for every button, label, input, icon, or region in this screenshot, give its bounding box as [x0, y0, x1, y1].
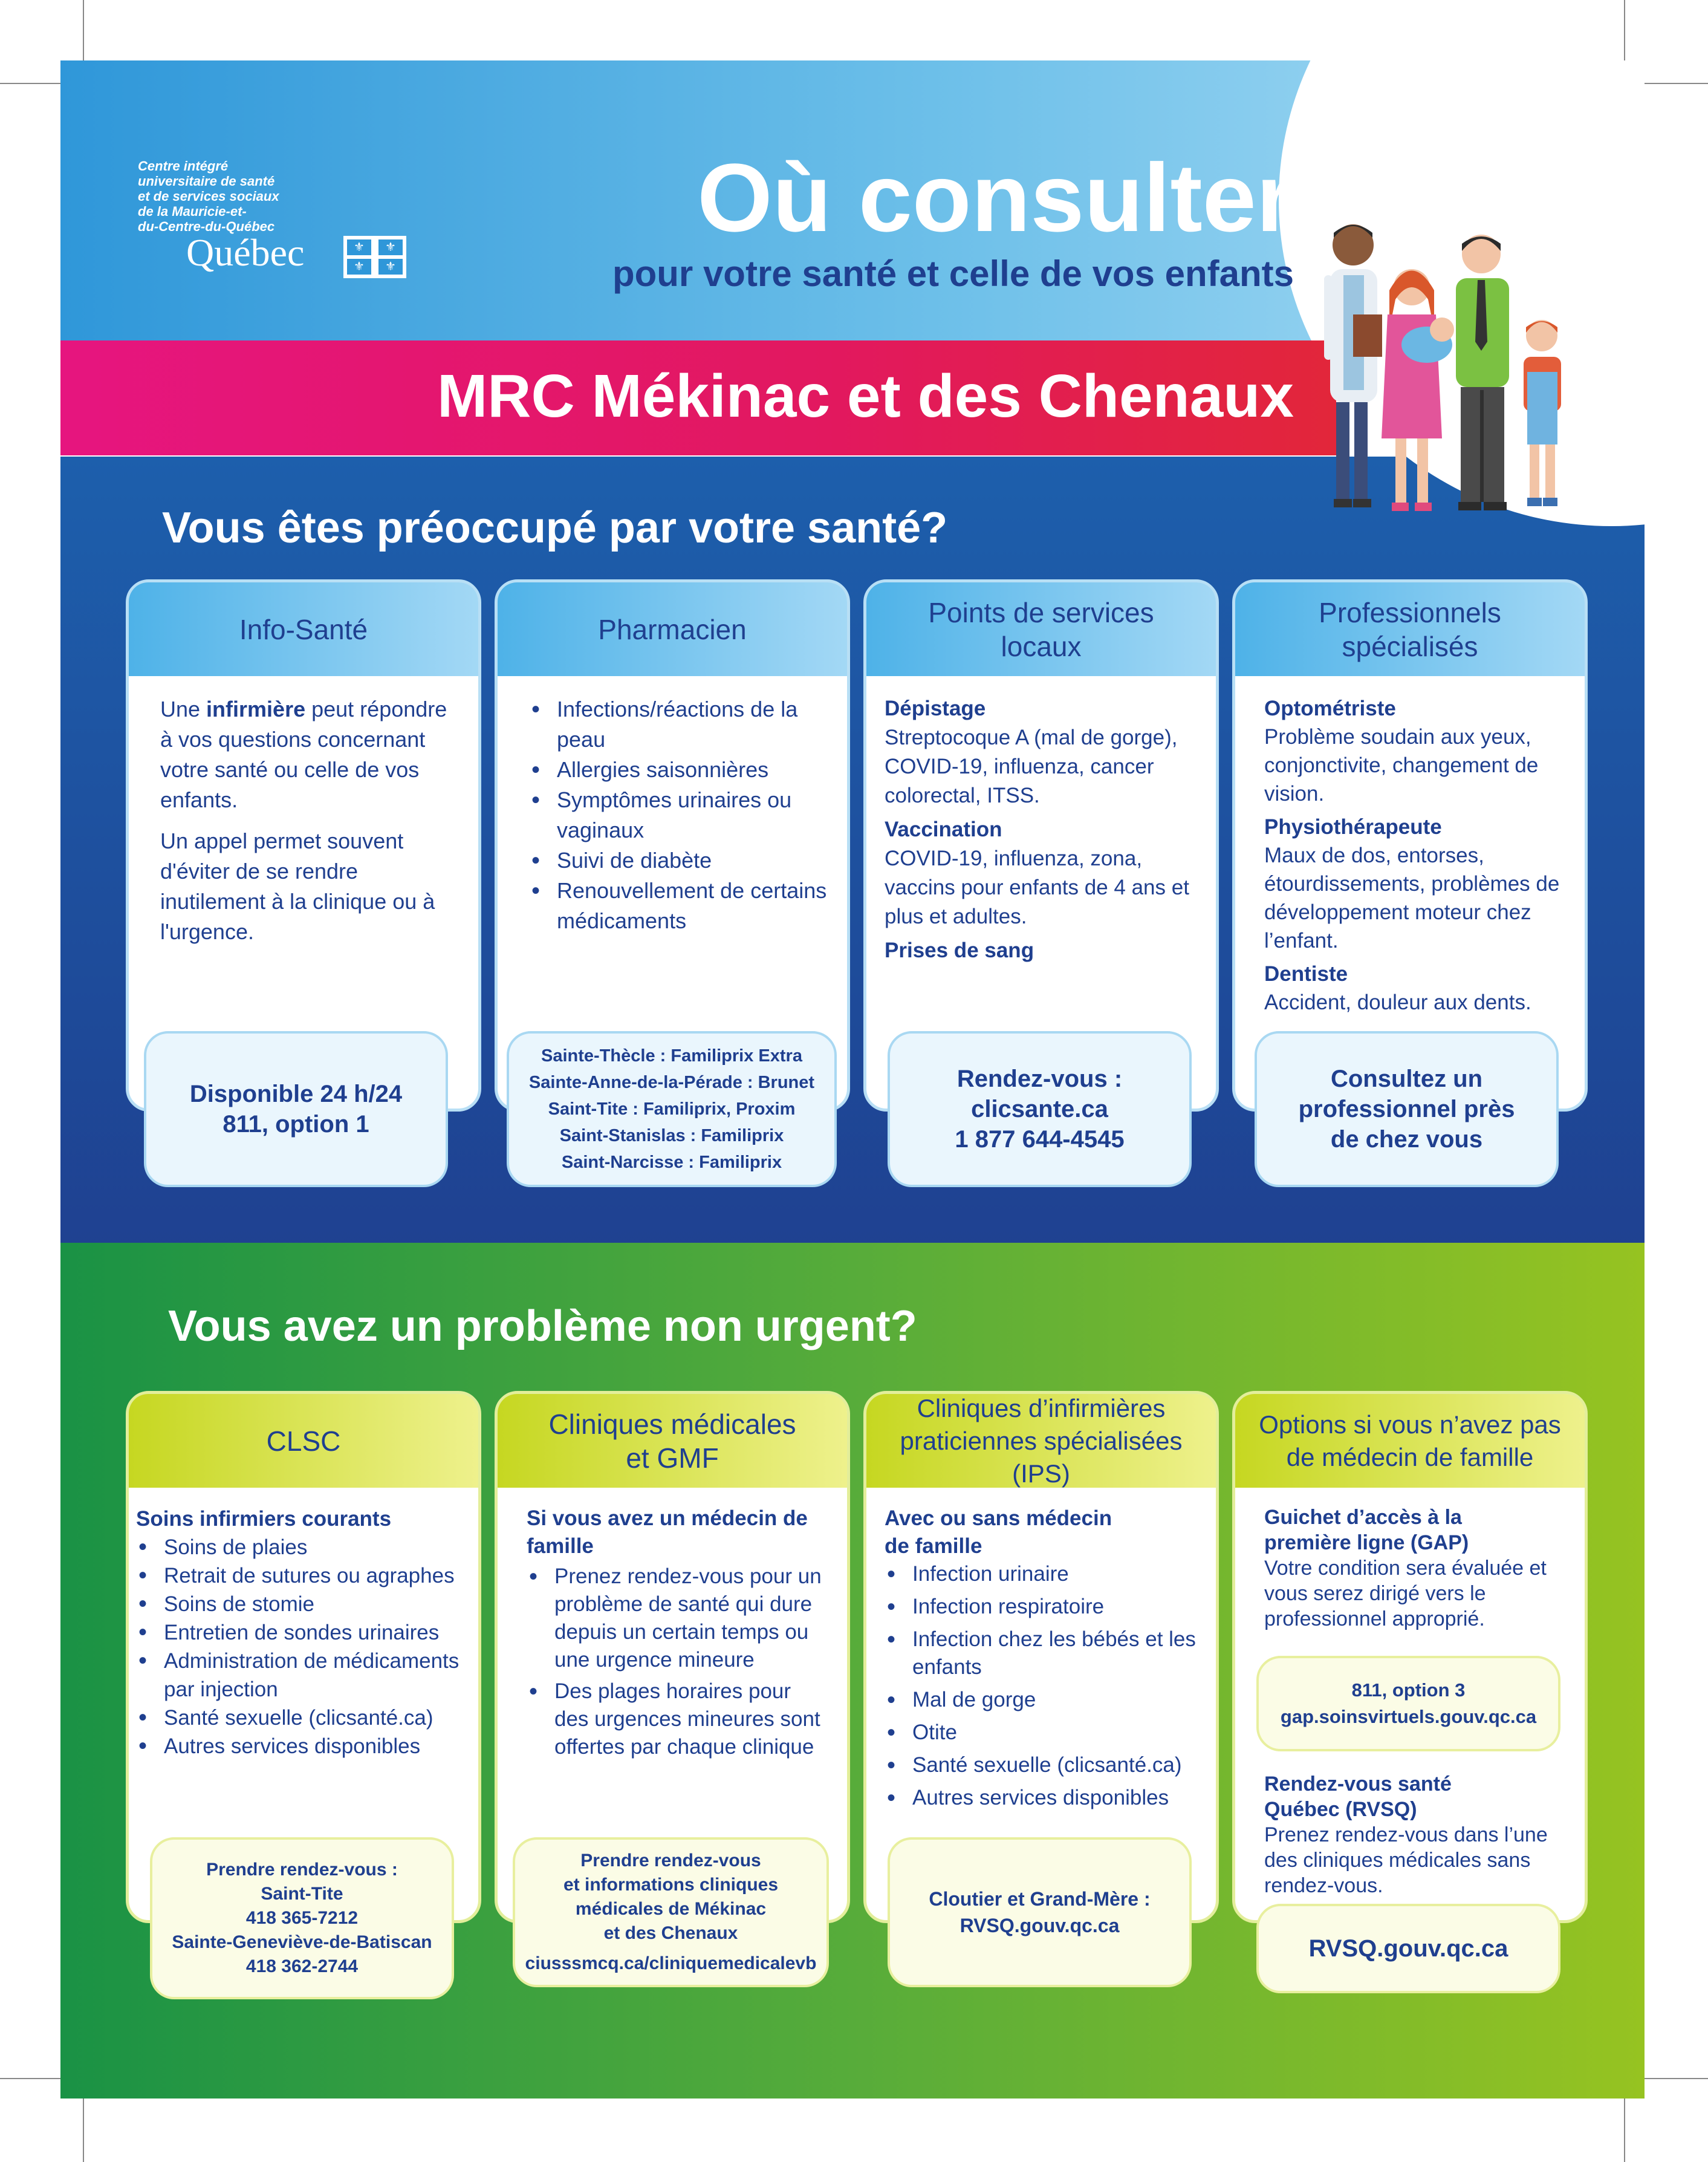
card-body: Rendez-vous santé Québec (RVSQ) Prenez rendez-vous dans l’une des cliniques médicales sans rendez-vous. [1264, 1773, 1548, 1897]
crop-mark [1624, 0, 1625, 67]
list-item: • Autres services disponibles [136, 1732, 472, 1760]
list-item: • Infection urinaire [885, 1560, 1198, 1588]
crop-mark [83, 2095, 84, 2162]
list-item: • Soins de stomie [136, 1590, 472, 1618]
clinic-info-link[interactable]: Prendre rendez-vous et informations cliniques médicales de Mékinac et des Chenaux ciusssmcq.ca/cliniquemedicalevb [513, 1837, 829, 1987]
list-item: • Autres services disponibles [885, 1784, 1198, 1812]
info-sante-text: Une infirmière peut répondre à vos questions concernant votre santé ou celle de vos enfants. [160, 697, 447, 812]
info-sante-text: Un appel permet souvent d'éviter de se rendre inutilement à la clinique ou à l'urgence. [160, 829, 435, 944]
card-title: Pharmacien [498, 582, 847, 676]
family-illustration [1318, 209, 1572, 535]
org-line: et de services sociaux [138, 189, 279, 204]
card-body [160, 694, 460, 958]
list-item: • Renouvellement de certains médicaments [529, 876, 829, 936]
crop-mark [1641, 83, 1708, 84]
list-item: • Soins de plaies [136, 1533, 472, 1561]
card-body: Avec ou sans médecin de famille • Infection urinaire • Infection respiratoire • Infection chez les bébés et les enfants • Mal de gorge • Otite • Santé sexuelle (clicsanté.ca) • Autres services disponibles [885, 1505, 1198, 1812]
list-item: • Santé sexuelle (clicsanté.ca) [136, 1704, 472, 1732]
org-line: Centre intégré [138, 158, 229, 174]
card-title: Professionnels spécialisés [1235, 582, 1585, 676]
list-item: • Retrait de sutures ou agraphes [136, 1561, 472, 1590]
list-item: • Des plages horaires pour des urgences mineures sont offertes par chaque clinique [527, 1678, 829, 1761]
rvsq-link[interactable]: RVSQ.gouv.qc.ca [1256, 1904, 1560, 1993]
list-item: • Administration de médicaments par injection [136, 1647, 472, 1704]
clsc-contact: Prendre rendez-vous : Saint-Tite 418 365-7212 Sainte-Geneviève-de-Batiscan 418 362-2744 [150, 1837, 454, 1999]
card-title: CLSC [129, 1394, 478, 1488]
region-title: MRC Mékinac et des Chenaux [437, 362, 1294, 430]
list-item: • Mal de gorge [885, 1686, 1198, 1714]
list-item: • Infection chez les bébés et les enfants [885, 1626, 1198, 1681]
org-line: du-Centre-du-Québec [138, 219, 275, 234]
card-body: Si vous avez un médecin de famille • Prenez rendez-vous pour un problème de santé qui dure depuis un certain temps ou une urgence mineure • Des plages horaires pour des urgences mineures sont offertes par chaque clinique [527, 1505, 829, 1761]
gap-contact[interactable]: 811, option 3 gap.soinsvirtuels.gouv.qc.ca [1256, 1656, 1560, 1751]
crop-mark [0, 83, 67, 84]
card-body: Dépistage Streptocoque A (mal de gorge), COVID-19, influenza, cancer colorectal, ITSS. Vaccination COVID-19, influenza, zona, vaccins pour enfants de 4 ans et plus et adultes. Prises de sang [885, 697, 1189, 962]
ips-contact[interactable]: Cloutier et Grand-Mère : RVSQ.gouv.qc.ca [888, 1837, 1192, 1987]
fleur-de-lis-flag-icon: ⚜ ⚜ ⚜ ⚜ [343, 236, 406, 278]
card-body: Optométriste Problème soudain aux yeux, conjonctivite, changement de vision. Physiothérapeute Maux de dos, entorses, étourdissements, problèmes de développement moteur chez l’enfant. Dentiste Accident, douleur aux dents. [1264, 697, 1560, 1014]
card-title: Info-Santé [129, 582, 478, 676]
rendez-vous-contact: Rendez-vous : clicsante.ca 1 877 644-4545 [888, 1031, 1192, 1187]
list-item: • Suivi de diabète [529, 845, 829, 876]
card-title: Cliniques médicales et GMF [498, 1394, 847, 1488]
section-heading-health: Vous êtes préoccupé par votre santé? [162, 504, 948, 552]
card-title: Points de services locaux [866, 582, 1216, 676]
page-title: Où consulter [697, 143, 1294, 252]
crop-mark [0, 2078, 67, 2079]
org-name [138, 158, 356, 234]
list-item: • Otite [885, 1719, 1198, 1747]
card-title: Cliniques d’infirmières praticiennes spécialisées (IPS) [866, 1394, 1216, 1488]
crop-mark [83, 0, 84, 67]
org-line: de la Mauricie-et- [138, 204, 247, 219]
list-item: • Infection respiratoire [885, 1593, 1198, 1621]
list-item: • Prenez rendez-vous pour un problème de santé qui dure depuis un certain temps ou une urgence mineure [527, 1563, 829, 1674]
info-sante-contact: Disponible 24 h/24 811, option 1 [144, 1031, 448, 1187]
org-line: universitaire de santé [138, 174, 275, 189]
crop-mark [1641, 2078, 1708, 2079]
list-item: • Allergies saisonnières [529, 755, 829, 785]
card-body: Soins infirmiers courants • Soins de plaies • Retrait de sutures ou agraphes • Soins de stomie • Entretien de sondes urinaires • Administration de médicaments par injection • Santé sexuelle (clicsanté.ca) • Autres services disponibles [136, 1505, 472, 1760]
crop-mark [1624, 2095, 1625, 2162]
list-item: • Santé sexuelle (clicsanté.ca) [885, 1751, 1198, 1779]
list-item: • Entretien de sondes urinaires [136, 1618, 472, 1647]
card-body: Guichet d’accès à la première ligne (GAP) Votre condition sera évaluée et vous serez dirigé vers le professionnel approprié. [1264, 1506, 1547, 1630]
list-item: • Symptômes urinaires ou vaginaux [529, 785, 829, 845]
section-heading-non-urgent: Vous avez un problème non urgent? [168, 1302, 917, 1350]
pharmacy-list: Sainte-Thècle : Familiprix Extra Sainte-Anne-de-la-Pérade : Brunet Saint-Tite : Familiprix, Proxim Saint-Stanislas : Familiprix Saint-Narcisse : Familiprix [507, 1031, 837, 1187]
professional-contact: Consultez un professionnel près de chez vous [1255, 1031, 1559, 1187]
poster [60, 60, 1645, 2099]
quebec-wordmark: Québec [186, 231, 305, 274]
card-title: Options si vous n’avez pas de médecin de famille [1235, 1394, 1585, 1488]
page-subtitle: pour votre santé et celle de vos enfants [612, 253, 1294, 294]
card-body [529, 694, 829, 936]
list-item: • Infections/réactions de la peau [529, 694, 829, 755]
